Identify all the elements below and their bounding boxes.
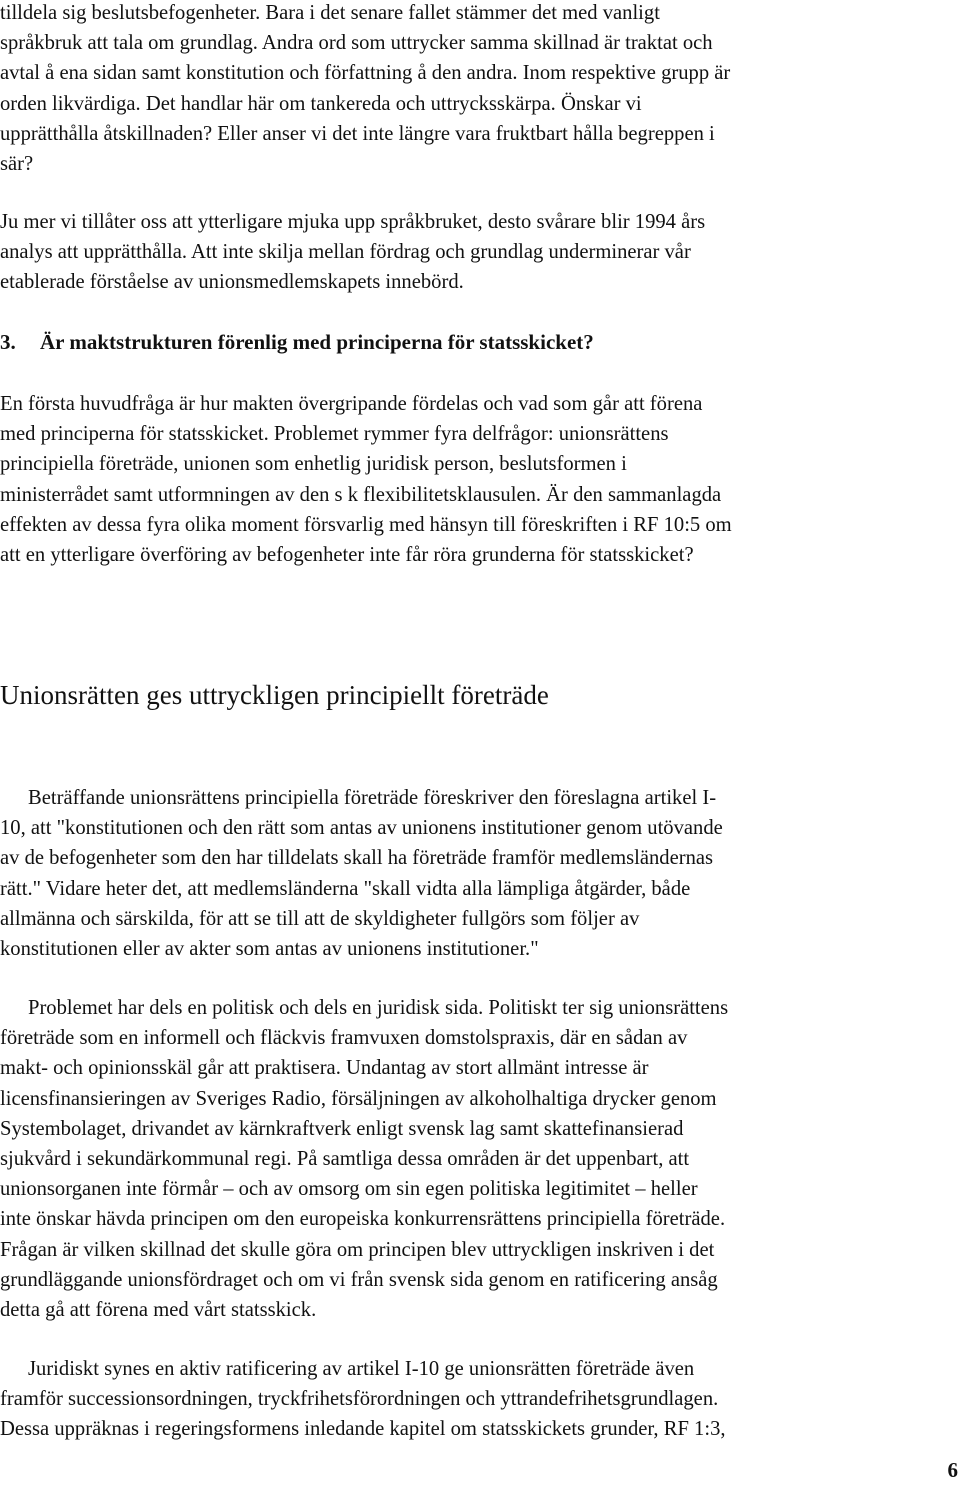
text-line: att en ytterligare överföring av befogenheter inte får röra grunderna för statsskicket? [0, 544, 694, 567]
text-line: unionsorganen inte förmår – och av omsorg om sin egen politiska legitimitet – heller [0, 1178, 698, 1201]
text-line: analys att upprätthålla. Att inte skilja mellan fördrag och grundlag underminerar vår [0, 241, 691, 264]
text-line: konstitutionen eller av akter som antas av unionens institutioner." [0, 938, 539, 961]
text-line: upprätthålla åtskillnaden? Eller anser vi det inte längre vara fruktbart hålla begreppen i [0, 122, 715, 145]
text-line: framför successionsordningen, tryckfrihetsförordningen och yttrandefrihetsgrundlagen. [0, 1388, 719, 1411]
paragraph-1 [0, 0, 940, 179]
text-line: makt- och opinionsskäl går att praktisera. Undantag av stort allmänt intresse är [0, 1057, 649, 1080]
subsection-heading-3 [0, 327, 594, 357]
text-line: allmänna och särskilda, för att se till att de skyldigheter fullgörs som följer av [0, 907, 640, 930]
text-line: tilldela sig beslutsbefogenheter. Bara i det senare fallet stämmer det med vanligt [0, 2, 660, 24]
section-heading: Unionsrätten ges uttryckligen principiellt företräde [0, 680, 549, 710]
text-line: Beträffande unionsrättens principiella företräde föreskriver den föreslagna artikel I- [28, 787, 717, 809]
text-line: grundläggande unionsfördraget och om vi från svensk sida genom en ratificering ansåg [0, 1268, 718, 1291]
text-line: Dessa uppräknas i regeringsformens inledande kapitel om statsskickets grunder, RF 1:3, [0, 1418, 726, 1441]
paragraph-6 [0, 1354, 940, 1445]
text-line: ministerrådet samt utformningen av den s k flexibilitetsklausulen. Är den sammanlagda [0, 483, 722, 506]
text-line: etablerade förståelse av unionsmedlemskapets innebörd. [0, 271, 464, 294]
text-line: inte önskar hävda principen om den europeiska konkurrensrättens principiella företräde. [0, 1208, 726, 1231]
paragraph-2 [0, 207, 940, 298]
text-line: Ju mer vi tillåter oss att ytterligare mjuka upp språkbruket, desto svårare blir 1994 års [0, 211, 706, 233]
text-line: rätt." Vidare heter det, att medlemsländerna "skall vidta alla lämpliga åtgärder, både [0, 877, 691, 900]
subsection-number: 3. [0, 330, 16, 354]
text-line: av de befogenheter som den har tilldelats skall ha företräde framför medlemsländernas [0, 847, 714, 870]
text-line: med principerna för statsskicket. Problemet rymmer fyra delfrågor: unionsrättens [0, 423, 669, 446]
subsection-title: Är maktstrukturen förenlig med principerna för statsskicket? [40, 330, 594, 354]
text-line: detta gå att förena med vårt statsskick. [0, 1299, 317, 1322]
text-line: avtal å ena sidan samt konstitution och författning å den andra. Inom respektive grupp är [0, 62, 731, 85]
text-line: licensfinansieringen av Sveriges Radio, försäljningen av alkoholhaltiga drycker genom [0, 1087, 717, 1110]
text-line: sjukvård i sekundärkommunal regi. På samtliga dessa områden är det uppenbart, att [0, 1148, 690, 1171]
text-line: 10, att "konstitutionen och den rätt som antas av unionens institutioner genom utövande [0, 817, 723, 840]
text-line: Frågan är vilken skillnad det skulle göra om principen blev uttryckligen inskriven i det [0, 1238, 715, 1261]
text-line: Juridiskt synes en aktiv ratificering av artikel I-10 ge unionsrätten företräde även [28, 1358, 695, 1380]
page-number: 6 [947, 1458, 958, 1482]
text-line: sär? [0, 153, 34, 176]
text-line: språkbruk att tala om grundlag. Andra ord som uttrycker samma skillnad är traktat och [0, 32, 713, 55]
text-line: Problemet har dels en politisk och dels en juridisk sida. Politiskt ter sig unionsrättens [28, 997, 729, 1019]
paragraph-3 [0, 389, 940, 570]
text-line: principiella företräde, unionen som enhetlig juridisk person, beslutsformen i [0, 453, 627, 476]
text-line: En första huvudfråga är hur makten övergripande fördelas och vad som går att förena [0, 393, 703, 415]
paragraph-4 [0, 783, 940, 964]
paragraph-5 [0, 993, 940, 1325]
text-line: Systembolaget, drivandet av kärnkraftverk enligt svensk lag samt skattefinansierad [0, 1117, 684, 1140]
text-line: orden likvärdiga. Det handlar här om tankereda och uttrycksskärpa. Önskar vi [0, 92, 642, 115]
text-line: effekten av dessa fyra olika moment försvarlig med hänsyn till föreskriften i RF 10:5 om [0, 513, 732, 536]
text-line: företräde som en informell och fläckvis framvuxen domstolspraxis, där en sådan av [0, 1027, 688, 1050]
